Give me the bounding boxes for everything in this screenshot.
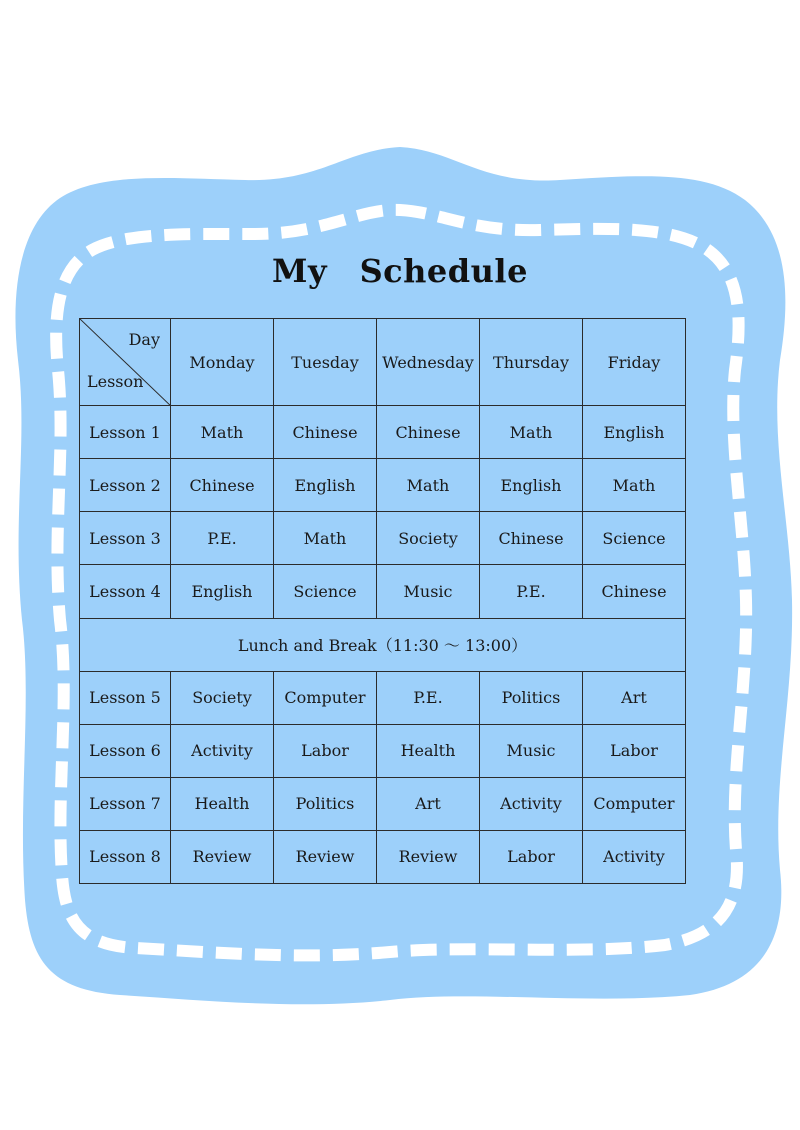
day-header-friday: Friday — [583, 319, 686, 406]
subject-cell: English — [171, 565, 274, 618]
subject-cell: English — [480, 459, 583, 512]
subject-cell: Chinese — [480, 512, 583, 565]
subject-cell: English — [274, 459, 377, 512]
subject-cell: English — [583, 406, 686, 459]
subject-cell: Chinese — [171, 459, 274, 512]
lunch-break-cell: Lunch and Break（11:30 ～ 13:00） — [80, 618, 686, 671]
subject-cell: Chinese — [274, 406, 377, 459]
subject-cell: Review — [274, 830, 377, 883]
day-header-thursday: Thursday — [480, 319, 583, 406]
lesson-row — [80, 406, 686, 459]
subject-cell: Music — [377, 565, 480, 618]
lesson-label: Lesson 8 — [80, 830, 171, 883]
schedule-table — [79, 318, 686, 884]
subject-cell: P.E. — [377, 671, 480, 724]
subject-cell: Chinese — [583, 565, 686, 618]
subject-cell: Music — [480, 724, 583, 777]
subject-cell: Math — [274, 512, 377, 565]
subject-cell: Society — [377, 512, 480, 565]
subject-cell: Politics — [480, 671, 583, 724]
lesson-row — [80, 565, 686, 618]
lesson-row — [80, 830, 686, 883]
subject-cell: Politics — [274, 777, 377, 830]
day-header-wednesday: Wednesday — [377, 319, 480, 406]
lesson-label: Lesson 4 — [80, 565, 171, 618]
subject-cell: Labor — [274, 724, 377, 777]
subject-cell: Review — [171, 830, 274, 883]
subject-cell: Math — [171, 406, 274, 459]
day-header-tuesday: Tuesday — [274, 319, 377, 406]
subject-cell: P.E. — [171, 512, 274, 565]
subject-cell: Society — [171, 671, 274, 724]
corner-lesson-label: Lesson — [87, 372, 144, 392]
lesson-label: Lesson 1 — [80, 406, 171, 459]
header-row — [80, 319, 686, 406]
subject-cell: Health — [171, 777, 274, 830]
lesson-row — [80, 724, 686, 777]
subject-cell: P.E. — [480, 565, 583, 618]
subject-cell: Art — [583, 671, 686, 724]
lesson-row — [80, 777, 686, 830]
subject-cell: Activity — [171, 724, 274, 777]
subject-cell: Math — [377, 459, 480, 512]
subject-cell: Math — [480, 406, 583, 459]
subject-cell: Computer — [583, 777, 686, 830]
lesson-row — [80, 512, 686, 565]
subject-cell: Health — [377, 724, 480, 777]
lesson-label: Lesson 5 — [80, 671, 171, 724]
subject-cell: Activity — [480, 777, 583, 830]
corner-cell — [80, 319, 171, 406]
lesson-label: Lesson 7 — [80, 777, 171, 830]
break-row — [80, 618, 686, 671]
subject-cell: Chinese — [377, 406, 480, 459]
subject-cell: Labor — [583, 724, 686, 777]
page-title: My Schedule — [272, 252, 528, 290]
lesson-row — [80, 671, 686, 724]
lesson-label: Lesson 2 — [80, 459, 171, 512]
subject-cell: Computer — [274, 671, 377, 724]
subject-cell: Science — [274, 565, 377, 618]
subject-cell: Math — [583, 459, 686, 512]
lesson-row — [80, 459, 686, 512]
subject-cell: Review — [377, 830, 480, 883]
subject-cell: Activity — [583, 830, 686, 883]
subject-cell: Science — [583, 512, 686, 565]
corner-day-label: Day — [128, 330, 160, 349]
lesson-label: Lesson 3 — [80, 512, 171, 565]
subject-cell: Labor — [480, 830, 583, 883]
lesson-label: Lesson 6 — [80, 724, 171, 777]
day-header-monday: Monday — [171, 319, 274, 406]
subject-cell: Art — [377, 777, 480, 830]
